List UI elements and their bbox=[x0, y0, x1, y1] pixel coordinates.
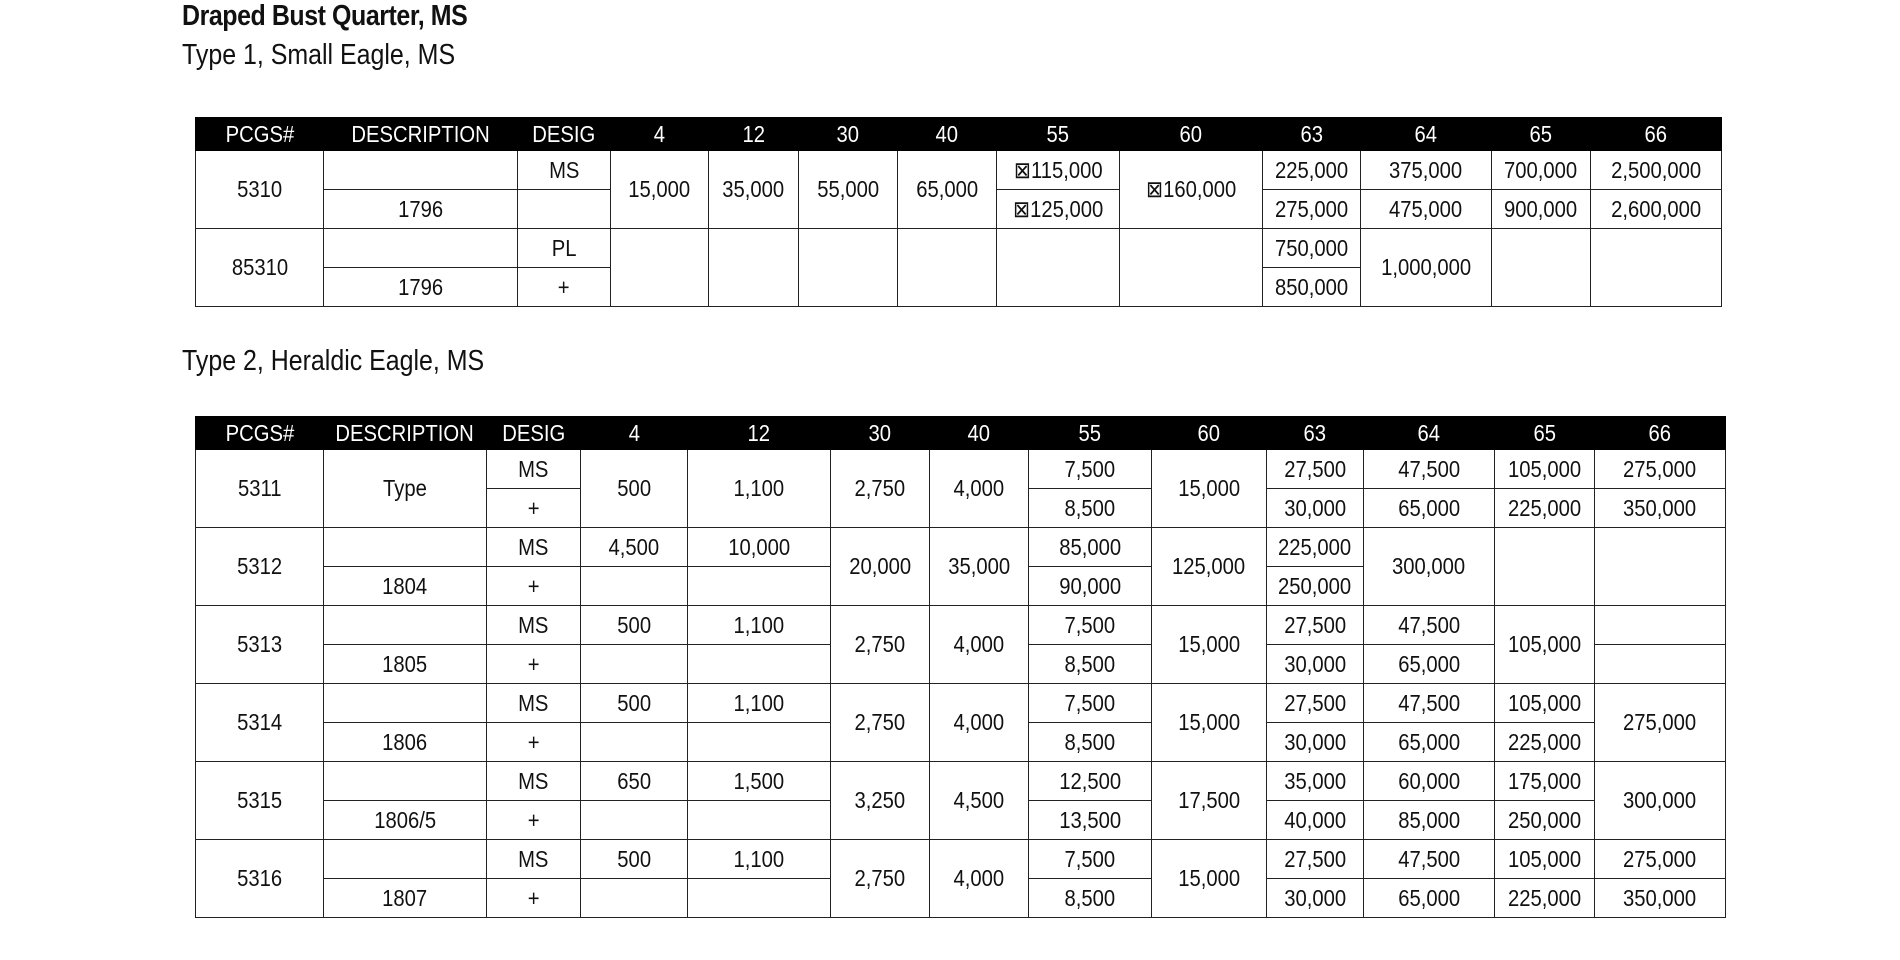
price-grade-12 bbox=[688, 879, 831, 918]
column-header: 64 bbox=[1361, 118, 1492, 151]
column-header: 12 bbox=[688, 417, 831, 450]
column-header: DESIG bbox=[518, 118, 611, 151]
price-grade-60 bbox=[1120, 229, 1263, 307]
price-grade-55: 90,000 bbox=[1029, 567, 1152, 606]
column-header: DESCRIPTION bbox=[324, 417, 487, 450]
price-grade-12 bbox=[688, 723, 831, 762]
table-header-row bbox=[196, 118, 1722, 151]
price-grade-63: 27,500 bbox=[1267, 450, 1364, 489]
price-grade-55: 7,500 bbox=[1029, 840, 1152, 879]
description: 1806/5 bbox=[324, 801, 487, 840]
designation: MS bbox=[487, 450, 581, 489]
price-grade-66: 275,000 bbox=[1595, 684, 1726, 762]
price-grade-55: 8,500 bbox=[1029, 489, 1152, 528]
price-grade-65: 250,000 bbox=[1495, 801, 1595, 840]
table-row bbox=[196, 762, 1726, 801]
price-grade-12 bbox=[688, 645, 831, 684]
price-grade-55: 8,500 bbox=[1029, 723, 1152, 762]
price-grade-63: 250,000 bbox=[1267, 567, 1364, 606]
pcgs-number: 5312 bbox=[196, 528, 324, 606]
price-grade-4: 500 bbox=[581, 840, 688, 879]
column-header: PCGS# bbox=[196, 417, 324, 450]
price-grade-63: 30,000 bbox=[1267, 723, 1364, 762]
description bbox=[324, 229, 518, 268]
price-grade-64: 47,500 bbox=[1364, 606, 1495, 645]
price-grade-55: 8,500 bbox=[1029, 879, 1152, 918]
price-grade-64: 1,000,000 bbox=[1361, 229, 1492, 307]
price-grade-30: 2,750 bbox=[831, 606, 930, 684]
column-header: 65 bbox=[1495, 417, 1595, 450]
description: 1804 bbox=[324, 567, 487, 606]
price-grade-30: 3,250 bbox=[831, 762, 930, 840]
price-grade-40 bbox=[898, 229, 997, 307]
price-grade-30 bbox=[799, 229, 898, 307]
column-header: 4 bbox=[611, 118, 709, 151]
price-grade-66: 350,000 bbox=[1595, 879, 1726, 918]
designation: + bbox=[487, 489, 581, 528]
table-row bbox=[196, 684, 1726, 723]
price-grade-64: 65,000 bbox=[1364, 723, 1495, 762]
price-grade-55: 8,500 bbox=[1029, 645, 1152, 684]
price-grade-65: 225,000 bbox=[1495, 879, 1595, 918]
price-grade-65: 900,000 bbox=[1492, 190, 1591, 229]
price-grade-55: 7,500 bbox=[1029, 606, 1152, 645]
pcgs-number: 5315 bbox=[196, 762, 324, 840]
designation: MS bbox=[487, 606, 581, 645]
price-grade-63: 225,000 bbox=[1263, 151, 1361, 190]
designation: PL bbox=[518, 229, 611, 268]
column-header: 55 bbox=[997, 118, 1120, 151]
description: 1805 bbox=[324, 645, 487, 684]
price-grade-12: 1,500 bbox=[688, 762, 831, 801]
designation: + bbox=[487, 567, 581, 606]
price-grade-66 bbox=[1595, 528, 1726, 606]
price-grade-66: 2,500,000 bbox=[1591, 151, 1722, 190]
pcgs-number: 85310 bbox=[196, 229, 324, 307]
description bbox=[324, 606, 487, 645]
price-grade-63: 40,000 bbox=[1267, 801, 1364, 840]
column-header: DESCRIPTION bbox=[324, 118, 518, 151]
table-header-row bbox=[196, 417, 1726, 450]
price-grade-30: 2,750 bbox=[831, 450, 930, 528]
price-grade-55: 7,500 bbox=[1029, 450, 1152, 489]
table-row bbox=[196, 606, 1726, 645]
column-header: 55 bbox=[1029, 417, 1152, 450]
price-grade-65: 700,000 bbox=[1492, 151, 1591, 190]
table-row bbox=[196, 151, 1722, 190]
price-grade-4 bbox=[611, 229, 709, 307]
price-grade-65: 105,000 bbox=[1495, 606, 1595, 684]
designation: + bbox=[487, 879, 581, 918]
price-grade-63: 30,000 bbox=[1267, 879, 1364, 918]
price-grade-40: 65,000 bbox=[898, 151, 997, 229]
price-grade-60: 125,000 bbox=[1152, 528, 1267, 606]
price-grade-64: 375,000 bbox=[1361, 151, 1492, 190]
description: 1796 bbox=[324, 268, 518, 307]
price-grade-40: 35,000 bbox=[930, 528, 1029, 606]
price-grade-55: ⊠115,000 bbox=[997, 151, 1120, 190]
price-grade-64: 300,000 bbox=[1364, 528, 1495, 606]
description: 1807 bbox=[324, 879, 487, 918]
pcgs-number: 5311 bbox=[196, 450, 324, 528]
price-grade-65 bbox=[1492, 229, 1591, 307]
price-grade-65: 105,000 bbox=[1495, 450, 1595, 489]
column-header: 60 bbox=[1152, 417, 1267, 450]
price-grade-30: 55,000 bbox=[799, 151, 898, 229]
price-grade-65: 225,000 bbox=[1495, 489, 1595, 528]
price-grade-55: ⊠125,000 bbox=[997, 190, 1120, 229]
price-grade-30: 2,750 bbox=[831, 840, 930, 918]
price-grade-66 bbox=[1591, 229, 1722, 307]
column-header: 60 bbox=[1120, 118, 1263, 151]
price-grade-4: 15,000 bbox=[611, 151, 709, 229]
column-header: 40 bbox=[930, 417, 1029, 450]
price-grade-4: 500 bbox=[581, 606, 688, 645]
price-grade-64: 85,000 bbox=[1364, 801, 1495, 840]
price-grade-12: 1,100 bbox=[688, 450, 831, 528]
price-grade-64: 47,500 bbox=[1364, 840, 1495, 879]
price-grade-60: 15,000 bbox=[1152, 606, 1267, 684]
designation: MS bbox=[487, 528, 581, 567]
price-grade-63: 30,000 bbox=[1267, 489, 1364, 528]
price-grade-65: 105,000 bbox=[1495, 840, 1595, 879]
price-grade-55: 13,500 bbox=[1029, 801, 1152, 840]
column-header: 30 bbox=[799, 118, 898, 151]
price-grade-64: 65,000 bbox=[1364, 879, 1495, 918]
price-grade-63: 27,500 bbox=[1267, 684, 1364, 723]
description: Type bbox=[324, 450, 487, 528]
price-table-type-2 bbox=[195, 416, 1726, 918]
table-row bbox=[196, 528, 1726, 567]
price-grade-12 bbox=[688, 801, 831, 840]
designation: MS bbox=[518, 151, 611, 190]
price-grade-65: 105,000 bbox=[1495, 684, 1595, 723]
price-grade-63: 850,000 bbox=[1263, 268, 1361, 307]
price-grade-55: 85,000 bbox=[1029, 528, 1152, 567]
section-2-subtitle: Type 2, Heraldic Eagle, MS bbox=[182, 345, 485, 377]
price-grade-63: 35,000 bbox=[1267, 762, 1364, 801]
column-header: 66 bbox=[1591, 118, 1722, 151]
price-grade-12: 1,100 bbox=[688, 684, 831, 723]
column-header: 64 bbox=[1364, 417, 1495, 450]
price-grade-60: 17,500 bbox=[1152, 762, 1267, 840]
price-grade-63: 275,000 bbox=[1263, 190, 1361, 229]
description: 1806 bbox=[324, 723, 487, 762]
price-grade-60: 15,000 bbox=[1152, 684, 1267, 762]
price-grade-64: 65,000 bbox=[1364, 645, 1495, 684]
price-grade-12 bbox=[688, 567, 831, 606]
pcgs-number: 5310 bbox=[196, 151, 324, 229]
price-grade-65: 225,000 bbox=[1495, 723, 1595, 762]
price-grade-65: 175,000 bbox=[1495, 762, 1595, 801]
column-header: 63 bbox=[1267, 417, 1364, 450]
price-grade-63: 27,500 bbox=[1267, 606, 1364, 645]
price-grade-66: 2,600,000 bbox=[1591, 190, 1722, 229]
price-grade-4 bbox=[581, 645, 688, 684]
price-grade-55: 12,500 bbox=[1029, 762, 1152, 801]
price-grade-40: 4,000 bbox=[930, 684, 1029, 762]
pcgs-number: 5314 bbox=[196, 684, 324, 762]
description bbox=[324, 840, 487, 879]
designation bbox=[518, 190, 611, 229]
designation: + bbox=[487, 645, 581, 684]
price-grade-4 bbox=[581, 567, 688, 606]
price-grade-64: 60,000 bbox=[1364, 762, 1495, 801]
pcgs-number: 5313 bbox=[196, 606, 324, 684]
price-table-type-1 bbox=[195, 117, 1722, 307]
price-grade-63: 27,500 bbox=[1267, 840, 1364, 879]
price-grade-40: 4,000 bbox=[930, 606, 1029, 684]
price-grade-65 bbox=[1495, 528, 1595, 606]
page-title: Draped Bust Quarter, MS bbox=[182, 0, 468, 32]
price-grade-60: 15,000 bbox=[1152, 450, 1267, 528]
column-header: 66 bbox=[1595, 417, 1726, 450]
description: 1796 bbox=[324, 190, 518, 229]
designation: + bbox=[487, 723, 581, 762]
price-grade-4 bbox=[581, 723, 688, 762]
price-grade-40: 4,000 bbox=[930, 450, 1029, 528]
designation: MS bbox=[487, 762, 581, 801]
column-header: 4 bbox=[581, 417, 688, 450]
price-grade-4: 500 bbox=[581, 450, 688, 528]
description bbox=[324, 762, 487, 801]
price-grade-12: 10,000 bbox=[688, 528, 831, 567]
price-grade-64: 47,500 bbox=[1364, 684, 1495, 723]
price-grade-66: 275,000 bbox=[1595, 450, 1726, 489]
column-header: 12 bbox=[709, 118, 799, 151]
column-header: 63 bbox=[1263, 118, 1361, 151]
price-grade-12 bbox=[709, 229, 799, 307]
price-grade-30: 20,000 bbox=[831, 528, 930, 606]
price-grade-12: 1,100 bbox=[688, 606, 831, 645]
pcgs-number: 5316 bbox=[196, 840, 324, 918]
price-grade-4 bbox=[581, 801, 688, 840]
price-grade-66 bbox=[1595, 645, 1726, 684]
price-grade-4: 500 bbox=[581, 684, 688, 723]
price-grade-12: 35,000 bbox=[709, 151, 799, 229]
price-grade-4: 4,500 bbox=[581, 528, 688, 567]
table-row bbox=[196, 450, 1726, 489]
designation: + bbox=[518, 268, 611, 307]
column-header: 40 bbox=[898, 118, 997, 151]
price-grade-60: ⊠160,000 bbox=[1120, 151, 1263, 229]
price-grade-66 bbox=[1595, 606, 1726, 645]
price-grade-63: 225,000 bbox=[1267, 528, 1364, 567]
price-grade-40: 4,000 bbox=[930, 840, 1029, 918]
column-header: 65 bbox=[1492, 118, 1591, 151]
price-grade-63: 750,000 bbox=[1263, 229, 1361, 268]
description bbox=[324, 528, 487, 567]
price-grade-64: 47,500 bbox=[1364, 450, 1495, 489]
section-1-subtitle: Type 1, Small Eagle, MS bbox=[182, 39, 456, 71]
price-grade-64: 475,000 bbox=[1361, 190, 1492, 229]
price-grade-55 bbox=[997, 229, 1120, 307]
column-header: DESIG bbox=[487, 417, 581, 450]
designation: + bbox=[487, 801, 581, 840]
price-grade-60: 15,000 bbox=[1152, 840, 1267, 918]
price-grade-66: 350,000 bbox=[1595, 489, 1726, 528]
price-grade-4 bbox=[581, 879, 688, 918]
price-grade-4: 650 bbox=[581, 762, 688, 801]
description bbox=[324, 151, 518, 190]
column-header: 30 bbox=[831, 417, 930, 450]
price-grade-30: 2,750 bbox=[831, 684, 930, 762]
table-row bbox=[196, 840, 1726, 879]
price-grade-66: 300,000 bbox=[1595, 762, 1726, 840]
price-grade-66: 275,000 bbox=[1595, 840, 1726, 879]
price-grade-64: 65,000 bbox=[1364, 489, 1495, 528]
price-grade-40: 4,500 bbox=[930, 762, 1029, 840]
price-grade-55: 7,500 bbox=[1029, 684, 1152, 723]
designation: MS bbox=[487, 684, 581, 723]
table-row bbox=[196, 229, 1722, 268]
designation: MS bbox=[487, 840, 581, 879]
column-header: PCGS# bbox=[196, 118, 324, 151]
price-grade-12: 1,100 bbox=[688, 840, 831, 879]
description bbox=[324, 684, 487, 723]
price-grade-63: 30,000 bbox=[1267, 645, 1364, 684]
